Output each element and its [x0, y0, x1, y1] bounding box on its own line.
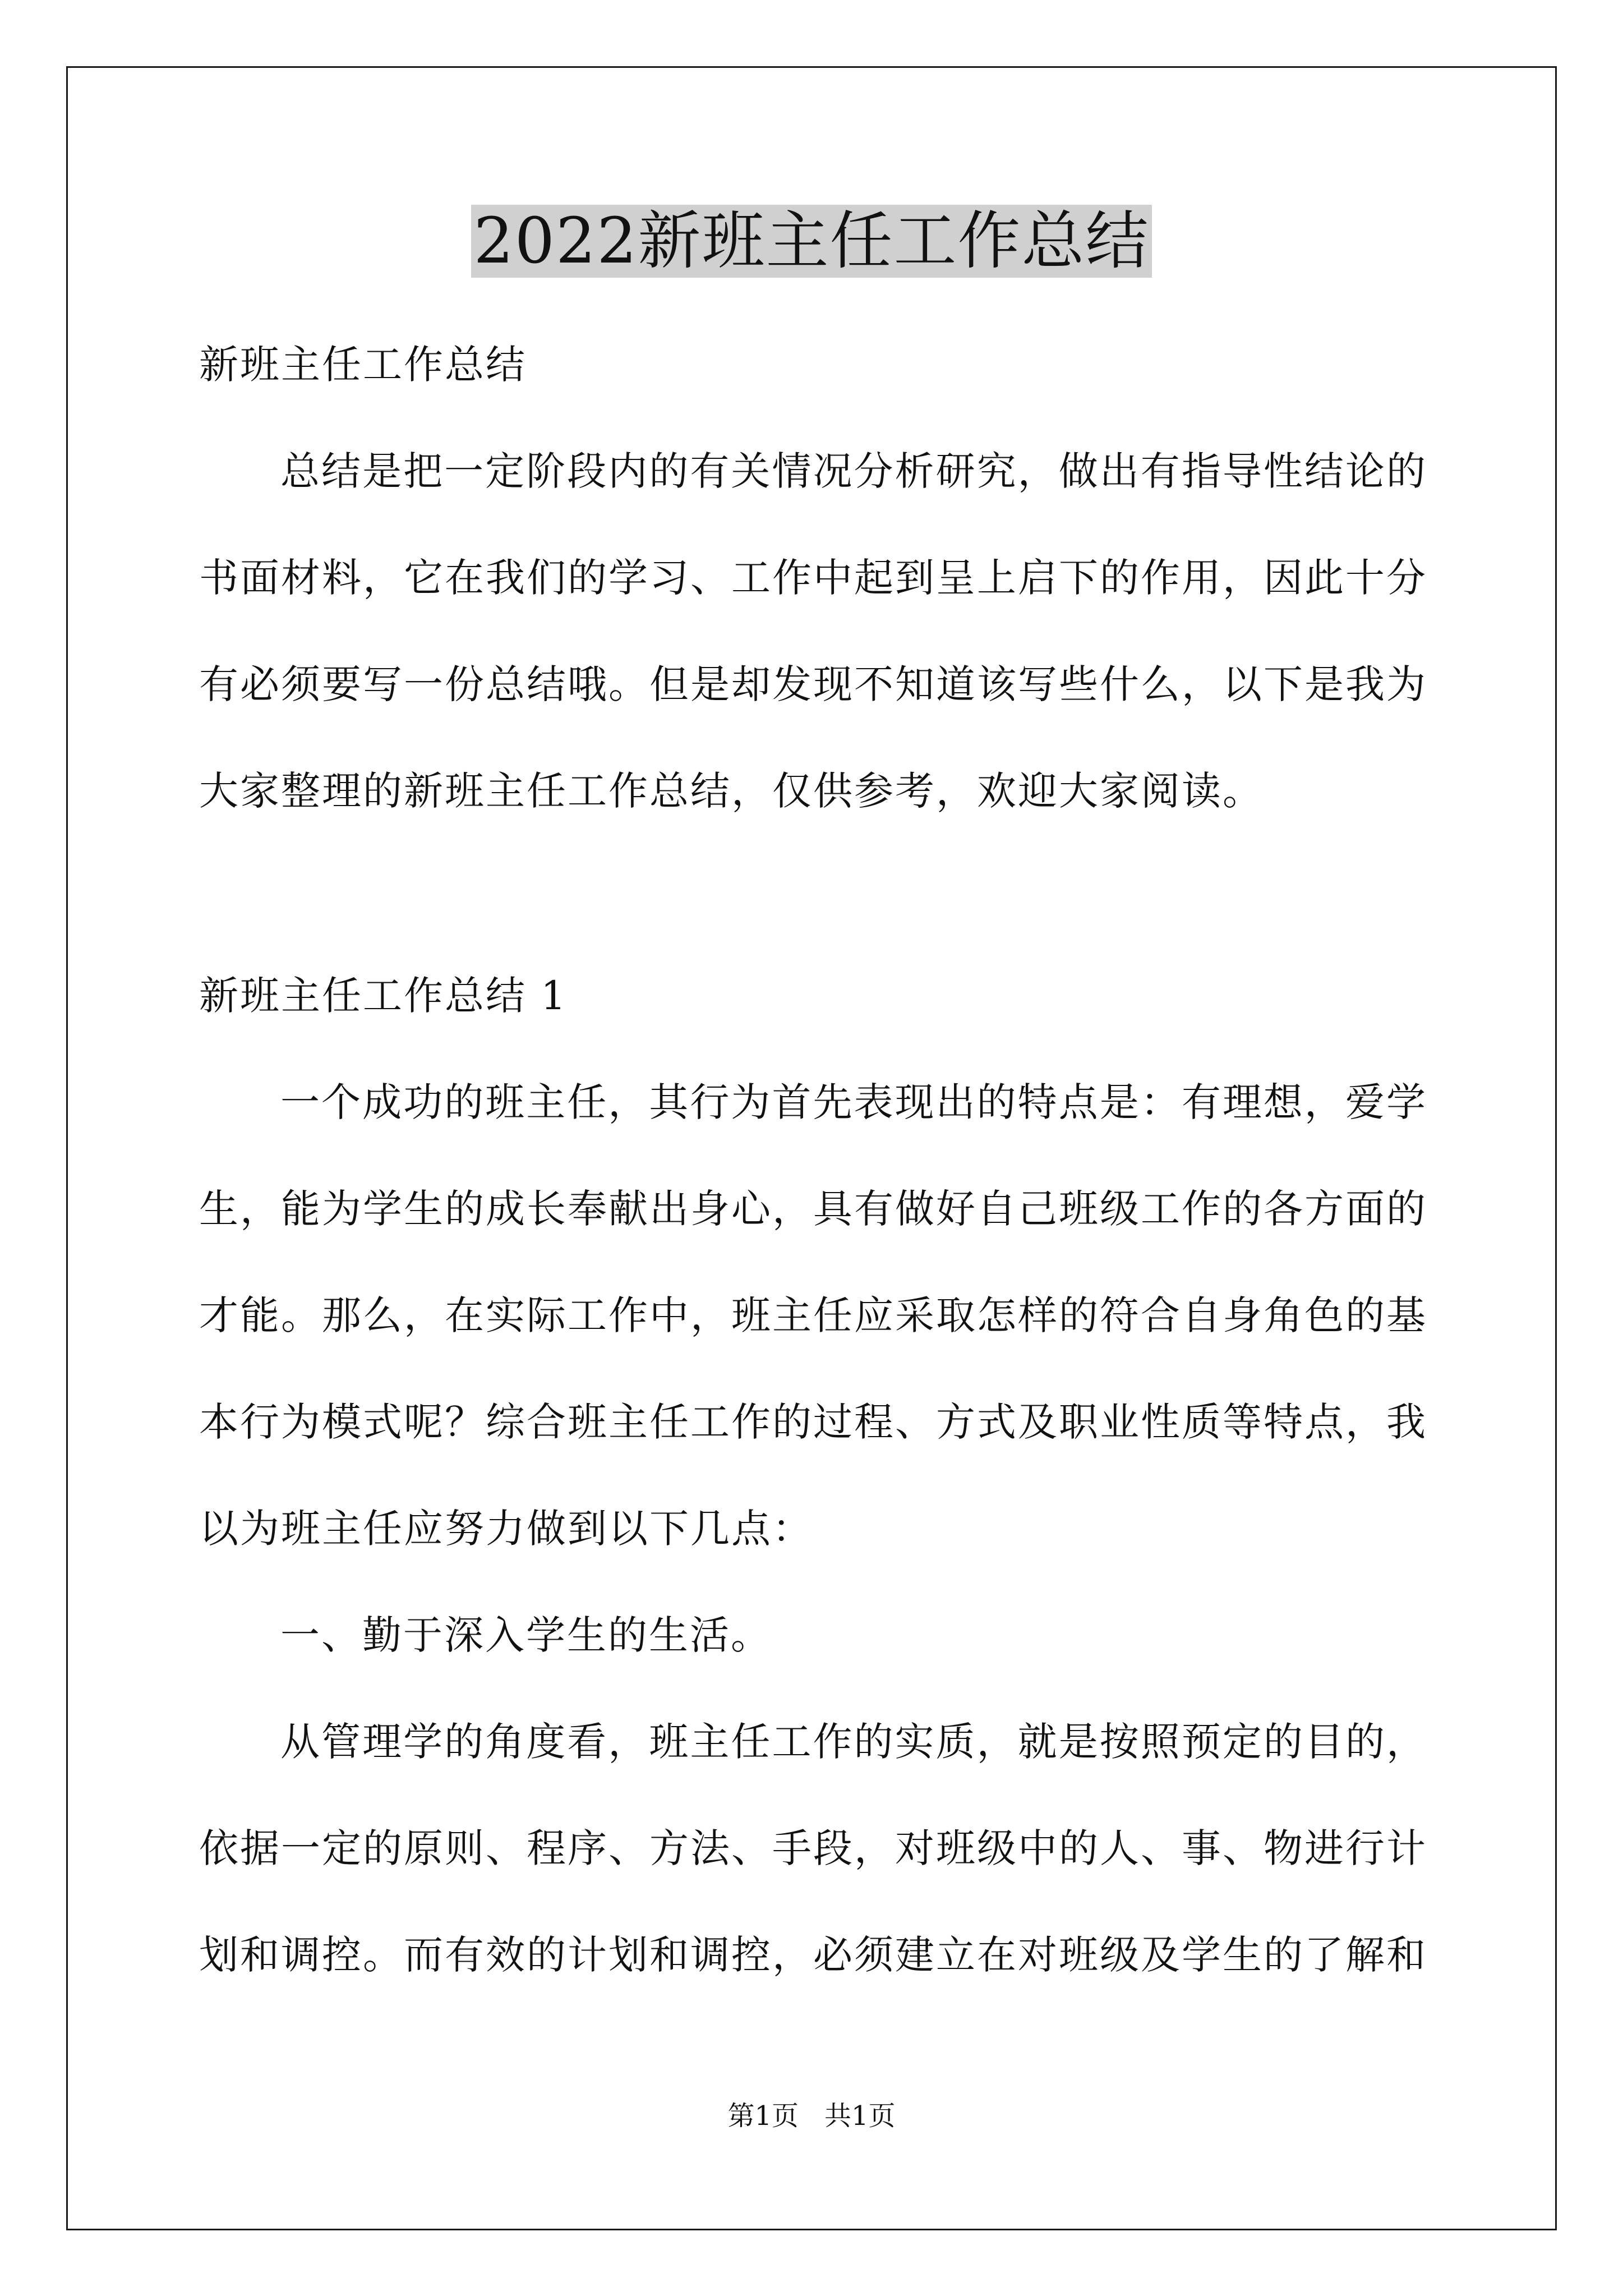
intro-heading: 新班主任工作总结 [199, 342, 527, 388]
section-spacer [199, 844, 1427, 942]
section-heading: 新班主任工作总结 1 [199, 973, 568, 1019]
intro-paragraph: 总结是把一定阶段内的有关情况分析研究，做出有指导性结论的书面材料，它在我们的学习、工作中起到呈上启下的作用，因此十分有必须要写一份总结哦。但是却发现不知道该写些什么，以下是我为大家整理的新班主任工作总结，仅供参考，欢迎大家阅读。 [199, 448, 1427, 814]
document-body [199, 311, 1427, 2008]
section-paragraph-2: 从管理学的角度看，班主任工作的实质，就是按照预定的目的，依据一定的原则、程序、方法、手段，对班级中的人、事、物进行计划和调控。而有效的计划和调控，必须建立在对班级及学生的了解和 [199, 1719, 1427, 1978]
section-paragraph-1: 一个成功的班主任，其行为首先表现出的特点是：有理想，爱学生，能为学生的成长奉献出身心，具有做好自己班级工作的各方面的才能。那么，在实际工作中，班主任应采取怎样的符合自身角色的基本行为模式呢？综合班主任工作的过程、方式及职业性质等特点，我以为班主任应努力做到以下几点： [199, 1079, 1427, 1552]
document-title-text: 2022新班主任工作总结 [471, 205, 1151, 278]
page-number-total: 共1页 [824, 2100, 896, 2132]
section-point-1: 一、勤于深入学生的生活。 [280, 1612, 772, 1658]
page-number-current: 第1页 [727, 2100, 799, 2132]
document-title [0, 199, 1623, 283]
page-footer [0, 2099, 1623, 2133]
